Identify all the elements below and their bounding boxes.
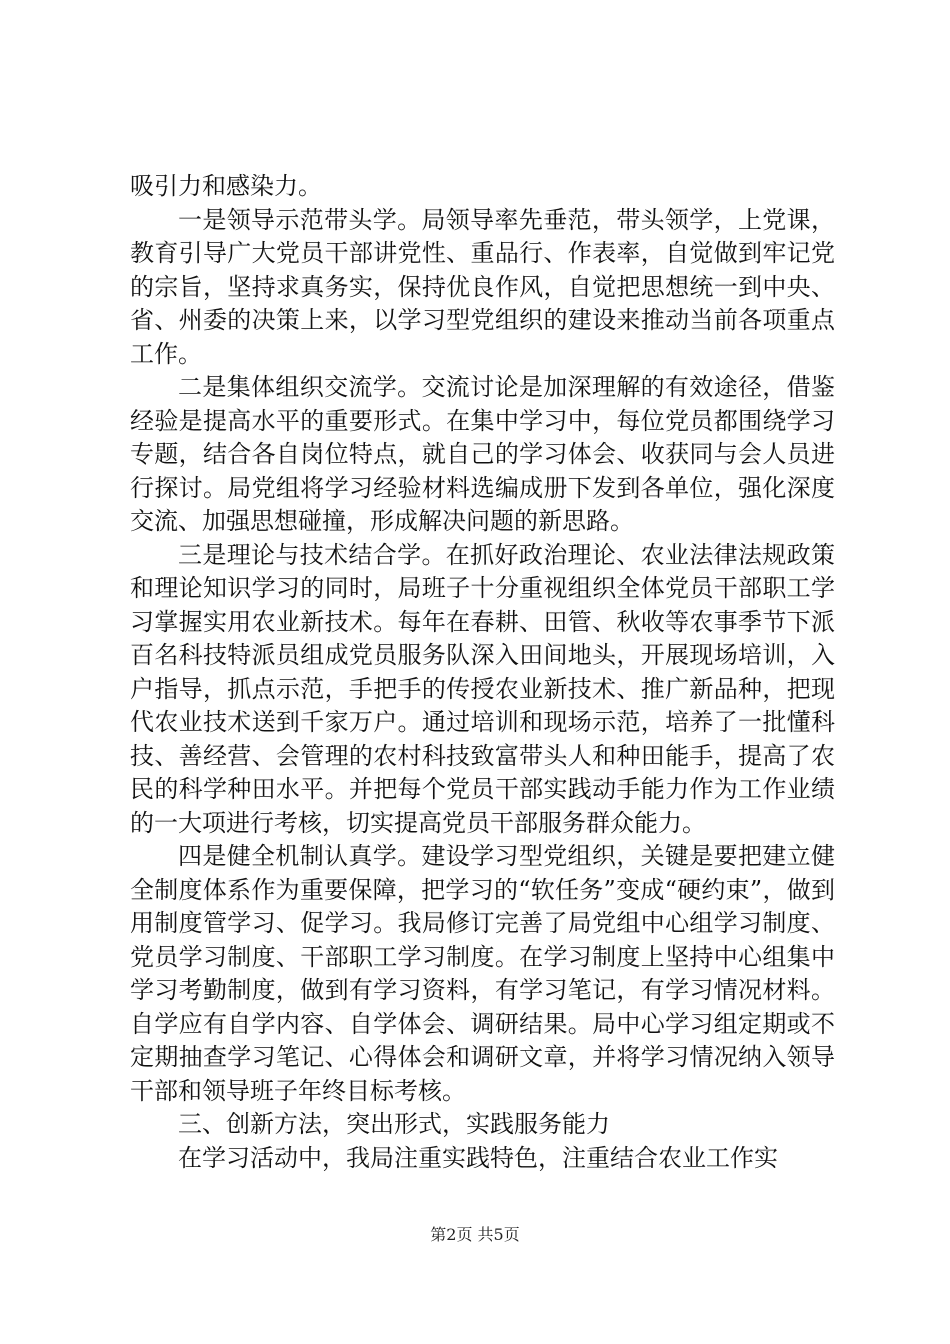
paragraph-theory-technology: 三是理论与技术结合学。在抓好政治理论、农业法律法规政策和理论知识学习的同时，局班子十分重视组织全体党员干部职工学习掌握实用农业新技术。每年在春耕、田管、秋收等农事季节下派百名科技特派员组成党员服务队深入田间地头，开展现场培训，入户指导，抓点示范，手把手的传授农业新技术、推广新品种，把现代农业技术送到千家万户。通过培训和现场示范，培养了一批懂科技、善经营、会管理的农村科技致富带头人和种田能手，提高了农民的科学种田水平。并把每个党员干部实践动手能力作为工作业绩的一大项进行考核，切实提高党员干部服务群众能力。: [130, 540, 835, 837]
page-number-footer: 第2页 共5页: [430, 1225, 520, 1244]
section-heading: 三、创新方法，突出形式，实践服务能力: [178, 1110, 610, 1138]
paragraph-continuation: 吸引力和感染力。: [130, 172, 322, 200]
paragraph-collective-exchange: 二是集体组织交流学。交流讨论是加深理解的有效途径，借鉴经验是提高水平的重要形式。在集中学习中，每位党员都围绕学习专题，结合各自岗位特点，就自己的学习体会、收获同与会人员进行探讨。局党组将学习经验材料选编成册下发到各单位，强化深度交流、加强思想碰撞，形成解决问题的新思路。: [130, 373, 835, 535]
paragraph-mechanism: 四是健全机制认真学。建设学习型党组织，关键是要把建立健全制度体系作为重要保障，把学习的“软任务”变成“硬约束”，做到用制度管学习、促学习。我局修订完善了局党组中心组学习制度、党员学习制度、干部职工学习制度。在学习制度上坚持中心组集中学习考勤制度，做到有学习资料，有学习笔记，有学习情况材料。自学应有自学内容、自学体会、调研结果。局中心学习组定期或不定期抽查学习笔记、心得体会和调研文章，并将学习情况纳入领导干部和领导班子年终目标考核。: [130, 842, 835, 1105]
document-body: [130, 170, 835, 1175]
paragraph-practice: 在学习活动中，我局注重实践特色，注重结合农业工作实: [178, 1143, 778, 1172]
paragraph-leadership-example: 一是领导示范带头学。局领导率先垂范，带头领学，上党课，教育引导广大党员干部讲党性、重品行、作表率，自觉做到牢记党的宗旨，坚持求真务实，保持优良作风，自觉把思想统一到中央、省、州委的决策上来，以学习型党组织的建设来推动当前各项重点工作。: [130, 205, 835, 368]
